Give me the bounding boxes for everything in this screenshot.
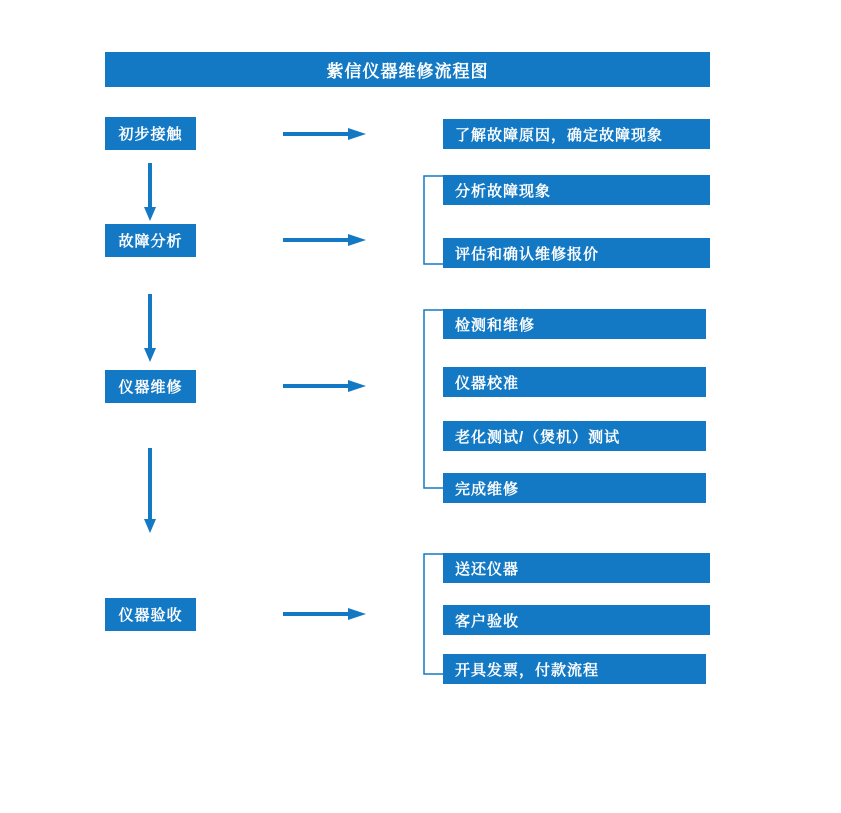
bracket-stage-2 (418, 175, 444, 265)
detail-box-2-2: 评估和确认维修报价 (443, 238, 710, 268)
arrow-right-icon-2 (283, 234, 366, 246)
stage-box-4: 仪器验收 (105, 598, 196, 631)
detail-box-4-1: 送还仪器 (443, 553, 710, 583)
detail-box-2-1: 分析故障现象 (443, 175, 710, 205)
arrow-right-icon-3 (283, 380, 366, 392)
detail-box-3-2: 仪器校准 (443, 367, 706, 397)
detail-box-4-2: 客户验收 (443, 605, 710, 635)
arrow-right-icon-1 (283, 128, 366, 140)
detail-box-1-1: 了解故障原因，确定故障现象 (443, 119, 710, 149)
arrow-right-icon-4 (283, 608, 366, 620)
detail-box-3-3: 老化测试/（煲机）测试 (443, 421, 706, 451)
arrow-down-icon-2 (144, 294, 156, 362)
arrow-down-icon-3 (144, 448, 156, 533)
page-title: 紫信仪器维修流程图 (105, 52, 710, 87)
arrow-down-icon-1 (144, 163, 156, 221)
stage-box-1: 初步接触 (105, 117, 196, 150)
bracket-stage-3 (418, 309, 444, 489)
detail-box-3-4: 完成维修 (443, 473, 706, 503)
detail-box-3-1: 检测和维修 (443, 309, 706, 339)
stage-box-3: 仪器维修 (105, 370, 196, 403)
detail-box-4-3: 开具发票，付款流程 (443, 654, 706, 684)
bracket-stage-4 (418, 553, 444, 675)
stage-box-2: 故障分析 (105, 224, 196, 257)
